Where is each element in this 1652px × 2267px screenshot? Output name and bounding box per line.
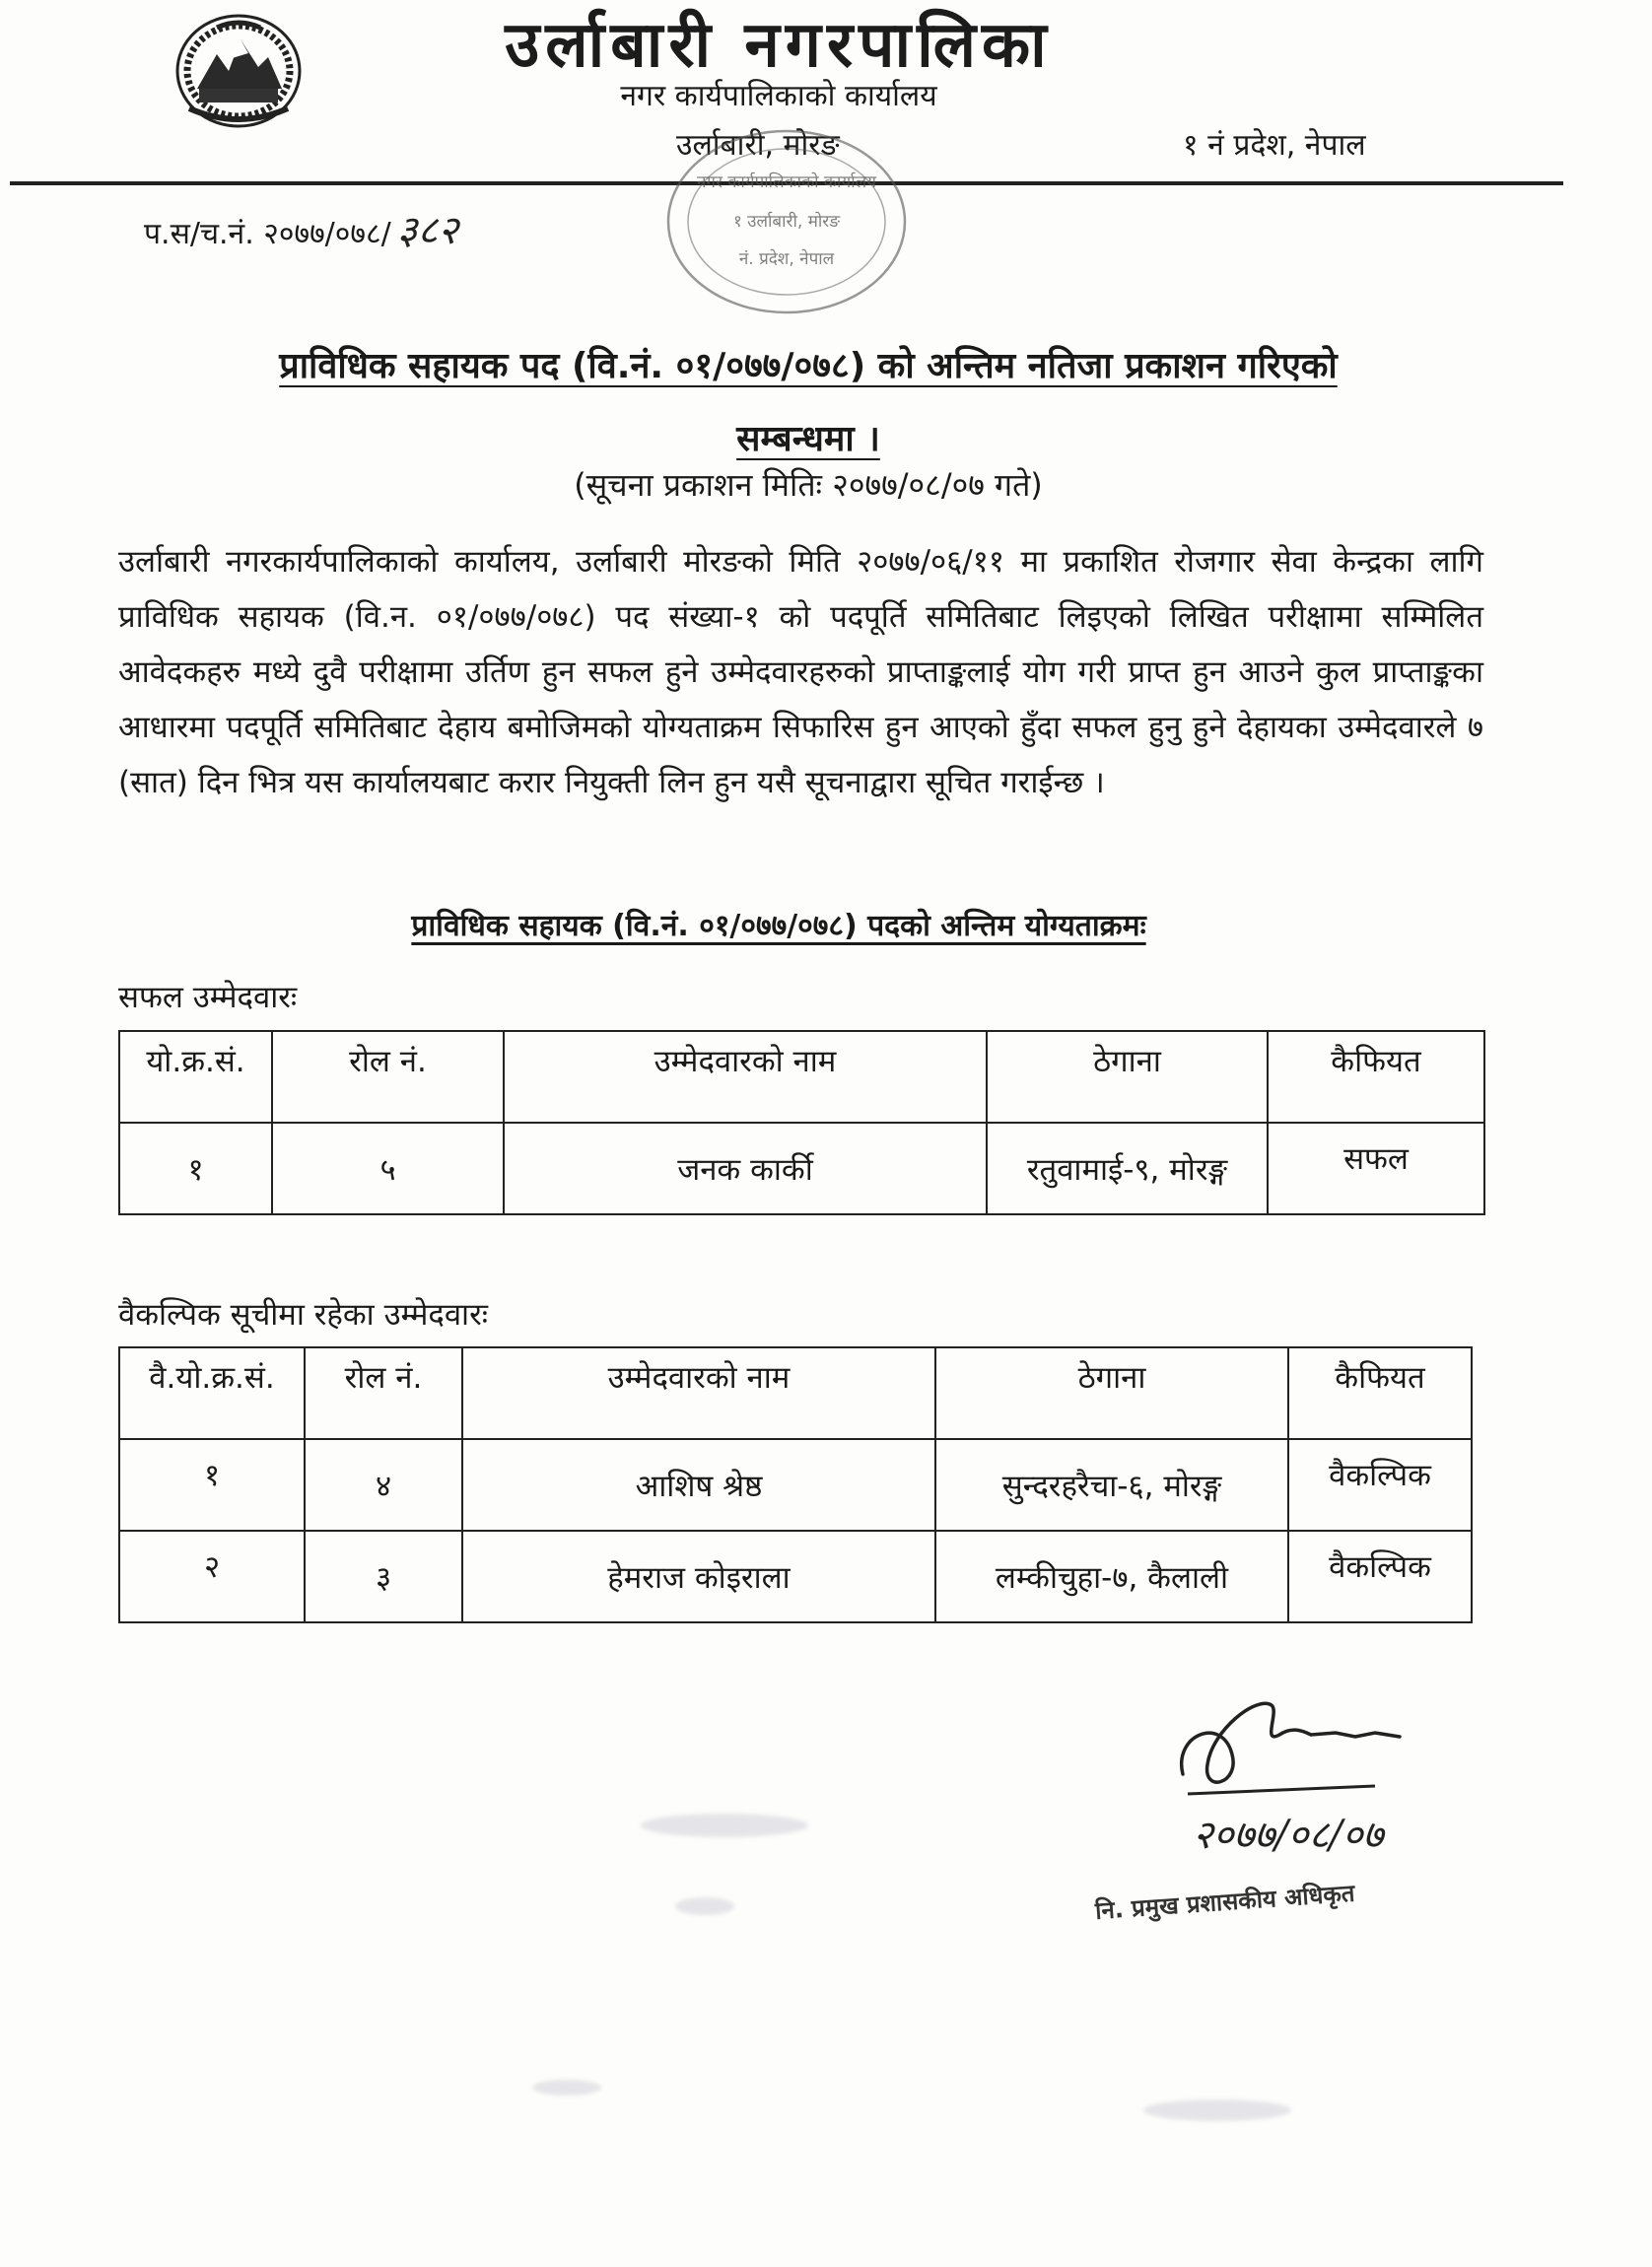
reference-number	[144, 209, 458, 256]
header-serial: यो.क्र.सं.	[119, 1031, 272, 1123]
cell-roll: ४	[305, 1439, 462, 1531]
cell-remarks: वैकल्पिक	[1288, 1531, 1472, 1622]
header-address: ठेगाना	[935, 1347, 1288, 1439]
header-serial: वै.यो.क्र.सं.	[119, 1347, 305, 1439]
reference-label: प.स/च.नं. २०७७/०७८/	[144, 217, 391, 251]
official-signature	[1163, 1676, 1439, 1883]
notice-subject	[118, 330, 1498, 476]
cell-roll: ३	[305, 1531, 462, 1622]
signature-date: २०७७/०८/०७	[1193, 1813, 1384, 1858]
header-remarks: कैफियत	[1268, 1031, 1484, 1123]
cell-serial: २	[119, 1531, 305, 1622]
office-name: उर्लाबारी नगरपालिका	[505, 8, 1053, 82]
header-name: उम्मेदवारको नाम	[504, 1031, 987, 1123]
successful-candidates-table	[118, 1030, 1485, 1215]
office-stamp	[658, 118, 915, 325]
scan-smudge	[1143, 2099, 1291, 2121]
office-address: उर्लाबारी, मोरङ	[676, 128, 840, 163]
header-remarks: कैफियत	[1288, 1347, 1472, 1439]
publication-date: (सूचना प्रकाशन मितिः २०७७/०८/०७ गते)	[574, 466, 1043, 504]
table-header-row	[119, 1031, 1484, 1123]
subject-line-1: प्राविधिक सहायक पद (वि.नं. ०१/०७७/०७८) को अन्तिम नतिजा प्रकाशन गरिएको	[279, 346, 1338, 386]
cell-remarks: वैकल्पिक	[1288, 1439, 1472, 1531]
scan-smudge	[675, 1897, 734, 1915]
table-header-row	[119, 1347, 1472, 1439]
cell-address: सुन्दरहरैचा-६, मोरङ्ग	[935, 1439, 1288, 1531]
header-roll: रोल नं.	[305, 1347, 462, 1439]
cell-name: आशिष श्रेष्ठ	[462, 1439, 935, 1531]
municipality-emblem-icon	[170, 10, 308, 133]
province-label: १ नं प्रदेश, नेपाल	[1183, 128, 1366, 163]
cell-address: रतुवामाई-९, मोरङ्ग	[987, 1123, 1268, 1214]
table-row	[119, 1123, 1484, 1214]
header-name: उम्मेदवारको नाम	[462, 1347, 935, 1439]
cell-address: लम्कीचुहा-७, कैलाली	[935, 1531, 1288, 1622]
subject-line-2: सम्बन्धमा ।	[736, 419, 880, 459]
office-subtitle: नगर कार्यपालिकाको कार्यालय	[620, 79, 937, 113]
alternate-candidates-label: वैकल्पिक सूचीमा रहेका उम्मेदवारः	[118, 1297, 489, 1333]
cell-serial: १	[119, 1439, 305, 1531]
reference-handwritten-number: ३८२	[396, 208, 459, 253]
scan-smudge	[641, 1814, 808, 1837]
successful-candidates-label: सफल उम्मेदवारः	[118, 980, 298, 1015]
cell-serial: १	[119, 1123, 272, 1214]
stamp-line-1: नगर कार्यपालिकाको कार्यालय	[696, 172, 877, 192]
cell-remarks: सफल	[1268, 1123, 1484, 1214]
header-roll: रोल नं.	[272, 1031, 504, 1123]
scan-smudge	[532, 2080, 601, 2095]
stamp-line-2: १ उर्लाबारी, मोरङ	[732, 212, 841, 232]
merit-list-title-text: प्राविधिक सहायक (वि.नं. ०१/०७७/०७८) पदको अन्तिम योग्यताक्रमः	[411, 909, 1146, 943]
header-address: ठेगाना	[987, 1031, 1268, 1123]
merit-list-title	[118, 905, 1439, 948]
cell-name: जनक कार्की	[504, 1123, 987, 1214]
cell-name: हेमराज कोइराला	[462, 1531, 935, 1622]
signer-title: नि. प्रमुख प्रशासकीय अधिकृत	[1094, 1879, 1356, 1925]
cell-roll: ५	[272, 1123, 504, 1214]
alternate-candidates-table	[118, 1346, 1473, 1623]
table-row	[119, 1439, 1472, 1531]
stamp-line-3: नं. प्रदेश, नेपाल	[738, 249, 835, 269]
notice-body: उर्लाबारी नगरकार्यपालिकाको कार्यालय, उर्लाबारी मोरङको मिति २०७७/०६/११ मा प्रकाशित रोजगार सेवा केन्द्रका लागि प्राविधिक सहायक (वि.न. ०१/०७७/०७८) पद संख्या-१ को पदपूर्ति समितिबाट लिइएको लिखित परीक्षामा सम्मिलित आवेदकहरु मध्ये दुवै परीक्षामा उर्तिण हुन सफल हुने उम्मेदवारहरुको प्राप्ताङ्कलाई योग गरी प्राप्त हुन आउने कुल प्राप्ताङ्कका आधारमा पदपूर्ति समितिबाट देहाय बमोजिमको योग्यताक्रम सिफारिस हुन आएको हुँदा सफल हुनु हुने देहायका उम्मेदवारले ७ (सात) दिन भित्र यस कार्यालयबाट करार नियुक्ती लिन हुन यसै सूचनाद्वारा सूचित गराईन्छ ।	[118, 544, 1483, 800]
table-row	[119, 1531, 1472, 1622]
